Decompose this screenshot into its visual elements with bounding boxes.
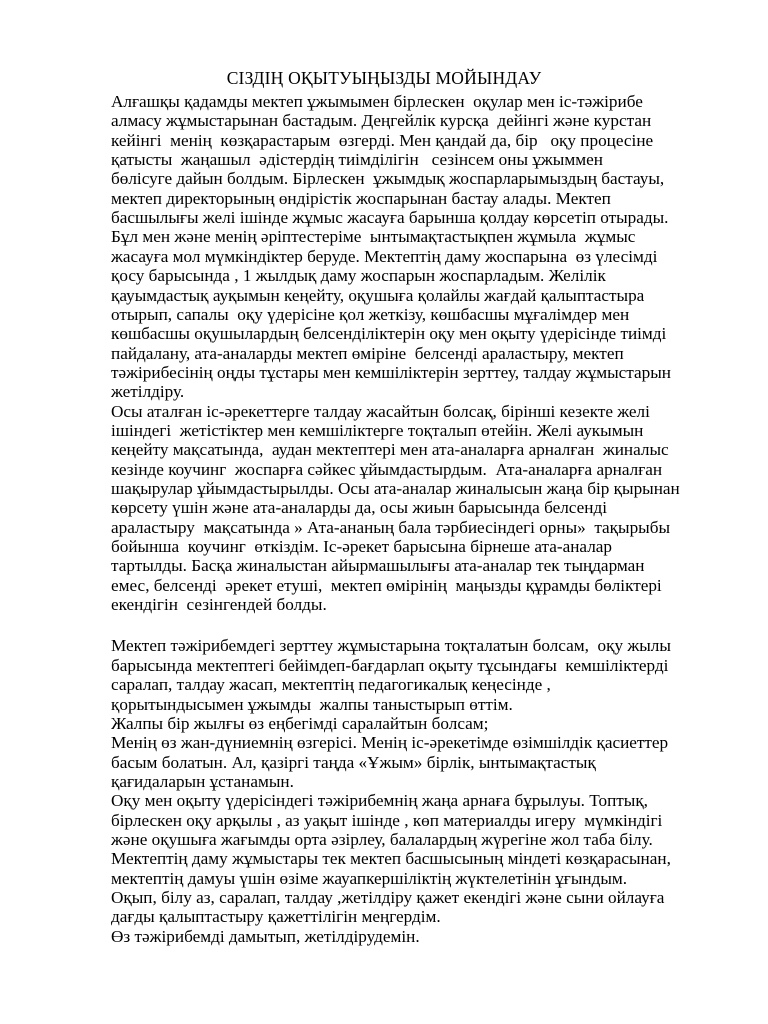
text-line: бойынша коучинг өткіздім. Іс-әрекет барысына бірнеше ата-аналар: [111, 537, 612, 556]
text-line: қосу барысында , 1 жылдық даму жоспарын жоспарладым. Желілік: [111, 266, 606, 285]
text-line: отырып, сапалы оқу үдерісіне қол жеткізу, көшбасшы мұғалімдер мен: [111, 305, 630, 324]
text-line: Оқу мен оқыту үдерісіндегі тәжірибемнің жаңа арнаға бұрылуы. Топтық,: [111, 791, 648, 810]
text-line: кеңейту мақсатында, аудан мектептері мен ата-аналарға арналған жиналыс: [111, 440, 669, 459]
text-line: дағды қалыптастыру қажеттілігін меңгердім.: [111, 907, 441, 926]
text-line: екендігін сезінгендей болды.: [111, 595, 327, 614]
text-line: алмасу жұмыстарынан бастадым. Деңгейлік курсқа дейінгі және курстан: [111, 111, 652, 130]
text-line: басшылығы желі ішінде жұмыс жасауға барынша қолдау көрсетіп отырады.: [111, 208, 669, 227]
text-line: барысында мектептегі бейімдеп-бағдарлап оқыту тұсындағы кемшіліктерді: [111, 656, 669, 675]
text-line: көрсету үшін және ата-аналарды да, осы жиын барысында белсенді: [111, 498, 607, 517]
text-line: бөлісуге дайын болдым. Бірлескен ұжымдық жоспарларымыздың бастауы,: [111, 169, 665, 188]
text-line: Мектеп тәжірибемдегі зерттеу жұмыстарына тоқталатын болсам, оқу жылы: [111, 636, 671, 655]
text-line: бірлескен оқу арқылы , аз уақыт ішінде , көп материалды игеру мүмкіндігі: [111, 811, 663, 830]
text-line: кейінгі менің көзқарастарым өзгерді. Мен қандай да, бір оқу процесіне: [111, 131, 654, 150]
text-line: Осы аталған іс-әрекеттерге талдау жасайтын болсақ, бірінші кезекте желі: [111, 402, 650, 421]
text-line: пайдалану, ата-аналарды мектеп өміріне белсенді араластыру, мектеп: [111, 344, 624, 363]
text-line: Оқып, білу аз, саралап, талдау ,жетілдіру қажет екендігі және сыни ойлауға: [111, 888, 665, 907]
text-line: Бұл мен және менің әріптестеріме ынтымақтастықпен жұмыла жұмыс: [111, 227, 636, 246]
text-line: және оқушыға жағымды орта әзірлеу, балалардың жүрегіне жол таба білу.: [111, 830, 653, 849]
text-line: араластыру мақсатында » Ата-ананың бала тәрбиесіндегі орны» тақырыбы: [111, 518, 671, 537]
text-line: емес, белсенді әрекет етуші, мектеп өмірінің маңызды құрамды бөліктері: [111, 576, 662, 595]
text-line: қорытындысымен ұжымды жалпы таныстырып өттім.: [111, 695, 513, 714]
text-line: Өз тәжірибемді дамытып, жетілдірудемін.: [111, 927, 420, 946]
text-line: тартылды. Басқа жиналыстан айырмашылығы ата-аналар тек тыңдарман: [111, 556, 645, 575]
document-title: СІЗДІҢ ОҚЫТУЫҢЫЗДЫ МОЙЫНДАУ: [226, 68, 542, 88]
text-line: тәжірибесінің оңды тұстары мен кемшіліктерін зерттеу, талдау жұмыстарын: [111, 363, 672, 382]
text-line: жасауға мол мүмкіндіктер беруде. Мектептің даму жоспарына өз үлесімді: [111, 247, 658, 266]
text-line: Жалпы бір жылғы өз еңбегімді саралайтын болсам;: [111, 714, 489, 733]
text-line: қағидаларын ұстанамын.: [111, 772, 294, 791]
text-line: кезінде коучинг жоспарға сәйкес ұйымдастырдым. Ата-аналарға арналған: [111, 460, 663, 479]
text-line: Мектептің даму жұмыстары тек мектеп басшысының міндеті көзқарасынан,: [111, 849, 671, 868]
text-line: мектеп директорының өндірістік жоспарынан бастау алады. Мектеп: [111, 189, 611, 208]
text-line: жетілдіру.: [111, 382, 185, 401]
text-line: Менің өз жан-дүниемнің өзгерісі. Менің іс-әрекетімде өзімшілдік қасиеттер: [111, 733, 669, 752]
text-line: басым болатын. Ал, қазіргі таңда «Ұжым» бірлік, ынтымақтастық: [111, 753, 596, 772]
text-line: саралап, талдау жасап, мектептің педагогикалық кеңесінде ,: [111, 675, 551, 694]
text-line: шақырулар ұйымдастырылды. Осы ата-аналар жиналысын жаңа бір қырынан: [111, 479, 680, 498]
text-line: Алғашқы қадамды мектеп ұжымымен бірлескен оқулар мен іс-тәжірибе: [111, 92, 643, 111]
text-line: көшбасшы оқушылардың белсенділіктерін оқу мен оқыту үдерісінде тиімді: [111, 324, 667, 343]
text-line: ішіндегі жетістіктер мен кемшіліктерге тоқталып өтейін. Желі аукымын: [111, 421, 644, 440]
text-line: қауымдастық ауқымын кеңейту, оқушыға қолайлы жағдай қалыптастыра: [111, 286, 645, 305]
text-line: қатысты жаңашыл әдістердің тиімділігін сезінсем оны ұжыммен: [111, 150, 603, 169]
text-line: мектептің дамуы үшін өзіме жауапкершіліктің жүктелетінін ұғындым.: [111, 869, 628, 888]
